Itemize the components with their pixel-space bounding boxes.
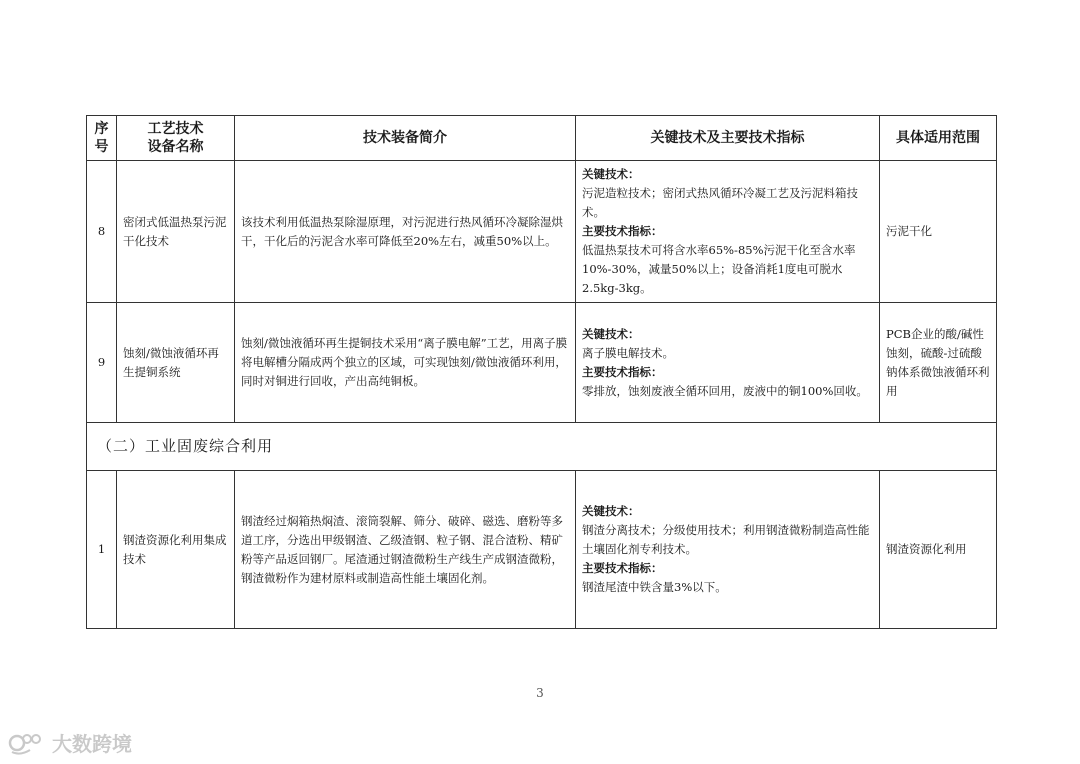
header-key: 关键技术及主要技术指标 (576, 116, 880, 161)
header-name: 工艺技术 设备名称 (117, 116, 235, 161)
indicator-text: 零排放，蚀刻废液全循环回用，废液中的铜100%回收。 (582, 383, 868, 398)
page-number: 3 (536, 686, 544, 700)
table-row (87, 161, 997, 303)
tech-intro: 该技术利用低温热泵除湿原理，对污泥进行热风循环冷凝除湿烘干，干化后的污泥含水率可降低至20%左右，减重50%以上。 (235, 161, 576, 303)
indicator-text: 钢渣尾渣中铁含量3%以下。 (582, 580, 727, 594)
scope-cell: 污泥干化 (880, 161, 997, 303)
indicator-label: 主要技术指标： (582, 364, 663, 379)
indicator-text: 低温热泵技术可将含水率65%-85%污泥干化至含水率10%-30%，减量50%以上；设备消耗1度电可脱水2.5kg-3kg。 (582, 243, 856, 295)
watermark-text: 大数跨境 (52, 732, 132, 756)
technology-table (86, 115, 997, 629)
indicator-label: 主要技术指标： (582, 561, 663, 575)
key-tech-cell (576, 471, 880, 629)
tech-name: 钢渣资源化利用集成技术 (117, 471, 235, 629)
section-row (87, 423, 997, 471)
key-tech-label: 关键技术： (582, 504, 640, 518)
row-number: 1 (87, 471, 117, 629)
table-row (87, 471, 997, 629)
indicator-label: 主要技术指标： (582, 224, 663, 238)
table-header-row (87, 116, 997, 161)
header-num: 序号 (87, 116, 117, 161)
watermark (8, 728, 132, 757)
key-tech-cell (576, 303, 880, 423)
header-scope: 具体适用范围 (880, 116, 997, 161)
tech-name: 蚀刻/微蚀液循环再生提铜系统 (117, 303, 235, 423)
scope-cell: 钢渣资源化利用 (880, 471, 997, 629)
row-number: 9 (87, 303, 117, 423)
tech-name: 密闭式低温热泵污泥干化技术 (117, 161, 235, 303)
key-tech-cell (576, 161, 880, 303)
table-row (87, 303, 997, 423)
key-tech-label: 关键技术： (582, 167, 640, 181)
key-tech-label: 关键技术： (582, 326, 640, 341)
brand-logo-icon (8, 730, 46, 756)
row-number: 8 (87, 161, 117, 303)
key-tech-text: 钢渣分离技术；分级使用技术；利用钢渣微粉制造高性能土壤固化剂专利技术。 (582, 523, 870, 556)
header-intro: 技术装备简介 (235, 116, 576, 161)
scope-cell: PCB企业的酸/碱性蚀刻，硫酸-过硫酸钠体系微蚀液循环利用 (880, 303, 997, 423)
key-tech-text: 污泥造粒技术；密闭式热风循环冷凝工艺及污泥料箱技术。 (582, 186, 858, 219)
tech-intro: 蚀刻/微蚀液循环再生提铜技术采用“离子膜电解”工艺，用离子膜将电解槽分隔成两个独立的区域，可实现蚀刻/微蚀液循环利用，同时对铜进行回收，产出高纯铜板。 (235, 303, 576, 423)
tech-intro: 钢渣经过焖箱热焖渣、滚筒裂解、筛分、破碎、磁选、磨粉等多道工序，分选出甲级钢渣、乙级渣钢、粒子钢、混合渣粉、精矿粉等产品返回钢厂。尾渣通过钢渣微粉生产线生产成钢渣微粉，钢渣微粉作为建材原料或制造高性能土壤固化剂。 (235, 471, 576, 629)
key-tech-text: 离子膜电解技术。 (582, 345, 674, 360)
section-title: （二）工业固废综合利用 (87, 423, 997, 471)
